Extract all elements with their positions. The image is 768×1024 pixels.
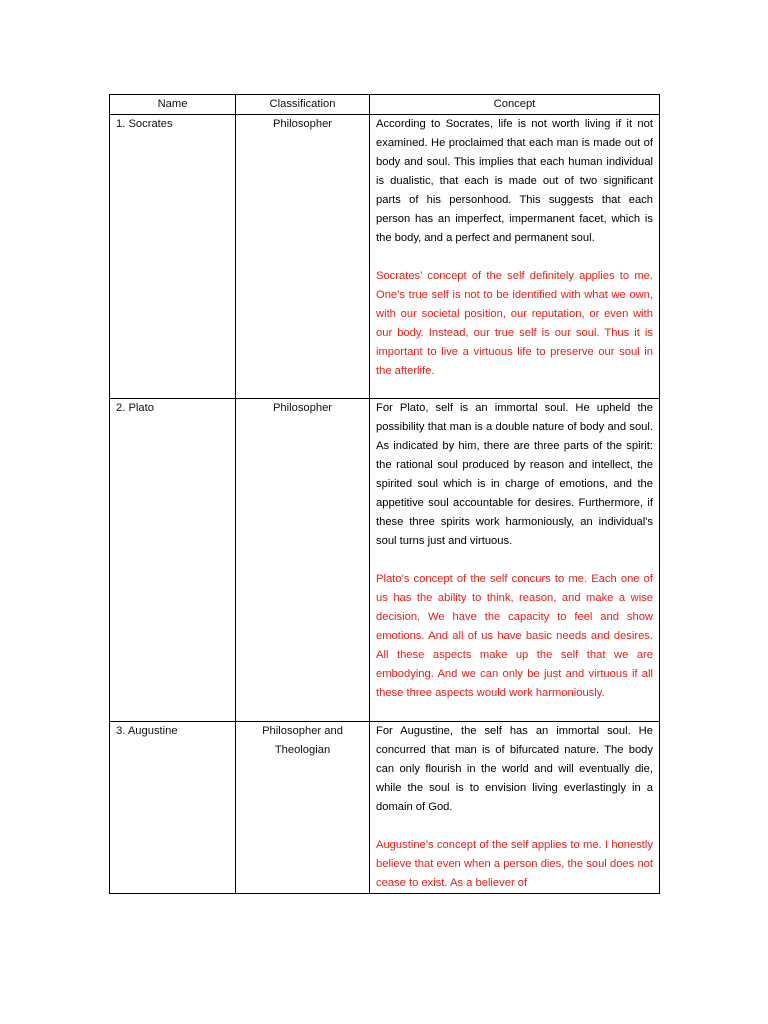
row-concept: [370, 722, 660, 894]
header-concept: Concept: [370, 95, 660, 115]
table-row: [110, 399, 660, 722]
header-name: Name: [110, 95, 236, 115]
header-row: [110, 95, 660, 115]
header-classification: Classification: [236, 95, 370, 115]
concept-reflection: Augustine’s concept of the self applies to me. I honestly believe that even when a person dies, the soul does not cease to exist. As a believer of: [376, 839, 653, 889]
row-name: 3. Augustine: [110, 722, 236, 894]
row-name: 1. Socrates: [110, 115, 236, 399]
row-concept: [370, 115, 660, 399]
concept-explanation: For Augustine, the self has an immortal soul. He concurred that man is of bifurcated nature. The body can only flourish in the world and will eventually die, while the soul is to envision living everlastingly in a domain of God.: [376, 725, 653, 813]
row-classification: Philosopher: [236, 115, 370, 399]
concept-explanation: According to Socrates, life is not worth living if it not examined. He proclaimed that each man is made out of body and soul. This implies that each human individual is dualistic, that each is made out of two significant parts of his personhood. This suggests that each person has an imperfect, impermanent facet, which is the body, and a perfect and permanent soul.: [376, 118, 653, 244]
row-classification: Philosopher: [236, 399, 370, 722]
philosophers-table: [109, 94, 660, 894]
table-row: [110, 115, 660, 399]
row-concept: [370, 399, 660, 722]
row-name: 2. Plato: [110, 399, 236, 722]
concept-reflection: Socrates’ concept of the self definitely applies to me. One’s true self is not to be identified with what we own, with our societal position, our reputation, or even with our body. Instead, our true self is our soul. Thus it is important to live a virtuous life to preserve our soul in the afterlife.: [376, 270, 653, 377]
concept-explanation: For Plato, self is an immortal soul. He upheld the possibility that man is a double nature of body and soul. As indicated by him, there are three parts of the spirit: the rational soul produced by reason and intellect, the spirited soul which is in charge of emotions, and the appetitive soul accountable for desires. Furthermore, if these three spirits work harmoniously, an individual's soul turns just and virtuous.: [376, 402, 653, 547]
concept-reflection: Plato’s concept of the self concurs to me. Each one of us has the ability to think, reason, and make a wise decision. We have the capacity to feel and show emotions. And all of us have basic needs and desires. All these aspects make up the self that we are embodying. And we can only be just and virtuous if all these three aspects would work harmoniously.: [376, 573, 653, 699]
table-row: [110, 722, 660, 894]
row-classification: Philosopher and Theologian: [236, 722, 370, 894]
